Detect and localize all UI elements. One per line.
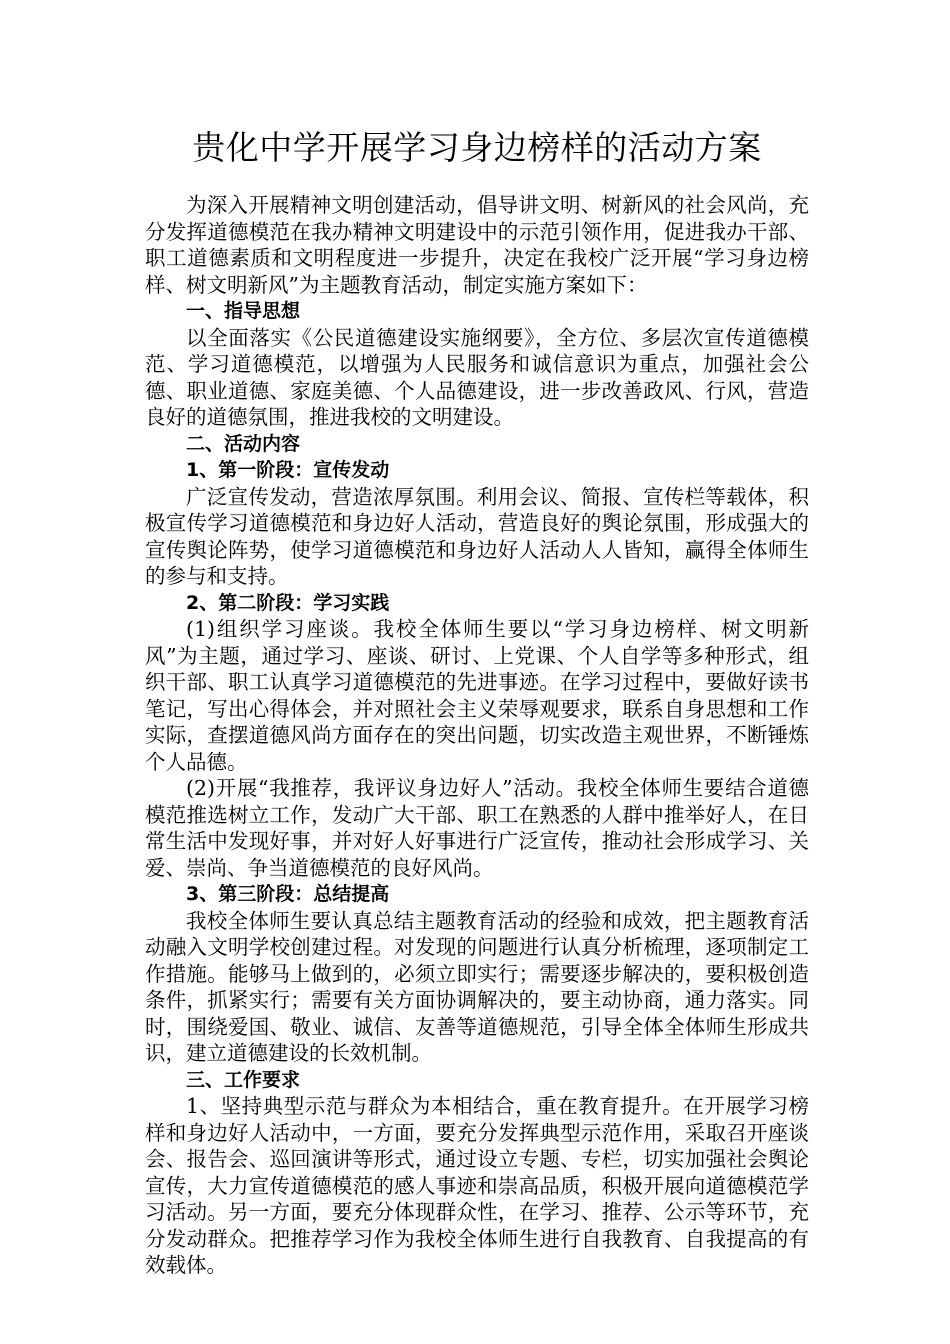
document-title: 贵化中学开展学习身边榜样的活动方案 xyxy=(192,128,762,167)
stage2-item2-paragraph: (2)开展“我推荐，我评议身边好人”活动。我校全体师生要结合道德模范推选树立工作，发动广大干部、职工在熟悉的人群中推举好人，在日常生活中发现好事，并对好人好事进行广泛宣传，推动社会形成学习、关爱、崇尚、争当道德模范的良好风尚。 xyxy=(145,776,809,880)
section-heading-work-requirements: 三、工作要求 xyxy=(186,1068,301,1091)
section-heading-guiding-ideology: 一、指导思想 xyxy=(186,300,301,322)
intro-paragraph: 为深入开展精神文明创建活动，倡导讲文明、树新风的社会风尚，充分发挥道德模范在我办精神文明建设中的示范引领作用，促进我办干部、职工道德素质和文明程度进一步提升，决定在我校广泛开展“学习身边榜样、树文明新风”为主题教育活动，制定实施方案如下： xyxy=(145,193,809,297)
stage2-item1-paragraph: (1)组织学习座谈。我校全体师生要以“学习身边榜样、树文明新风”为主题，通过学习、座谈、研讨、上党课、个人自学等多种形式，组织干部、职工认真学习道德模范的先进事迹。在学习过程中，要做好读书笔记，写出心得体会，并对照社会主义荣辱观要求，联系自身思想和工作实际，查摆道德风尚方面存在的突出问题，切实改造主观世界，不断锤炼个人品德。 xyxy=(145,617,809,774)
stage2-heading: 2、第二阶段：学习实践 xyxy=(186,591,390,614)
stage3-paragraph: 我校全体师生要认真总结主题教育活动的经验和成效，把主题教育活动融入文明学校创建过程。对发现的问题进行认真分析梳理，逐项制定工作措施。能够马上做到的，必须立即实行；需要逐步解决的，要积极创造条件，抓紧实行；需要有关方面协调解决的，要主动协商，通力落实。同时，围绕爱国、敬业、诚信、友善等道德规范，引导全体全体师生形成共识，建立道德建设的长效机制。 xyxy=(145,908,809,1065)
guiding-ideology-paragraph: 以全面落实《公民道德建设实施纲要》，全方位、多层次宣传道德模范、学习道德模范，以增强为人民服务和诚信意识为重点，加强社会公德、职业道德、家庭美德、个人品德建设，进一步改善政风、行风，营造良好的道德氛围，推进我校的文明建设。 xyxy=(145,325,809,429)
document-page xyxy=(145,120,809,1279)
stage1-paragraph: 广泛宣传发动，营造浓厚氛围。利用会议、简报、宣传栏等载体，积极宣传学习道德模范和身边好人活动，营造良好的舆论氛围，形成强大的宣传舆论阵势，使学习道德模范和身边好人活动人人皆知，赢得全体师生的参与和支持。 xyxy=(145,484,809,588)
work-requirement-item1-paragraph: 1、坚持典型示范与群众为本相结合，重在教育提升。在开展学习榜样和身边好人活动中，一方面，要充分发挥典型示范作用，采取召开座谈会、报告会、巡回演讲等形式，通过设立专题、专栏，切实加强社会舆论宣传，大力宣传道德模范的感人事迹和崇高品质，积极开展向道德模范学习活动。另一方面，要充分体现群众性，在学习、推荐、公示等环节，充分发动群众。把推荐学习作为我校全体师生进行自我教育、自我提高的有效载体。 xyxy=(145,1094,809,1277)
section-heading-activity-content: 二、活动内容 xyxy=(186,432,301,455)
stage3-heading: 3、第三阶段：总结提高 xyxy=(186,883,390,905)
stage1-heading: 1、第一阶段：宣传发动 xyxy=(186,459,390,481)
